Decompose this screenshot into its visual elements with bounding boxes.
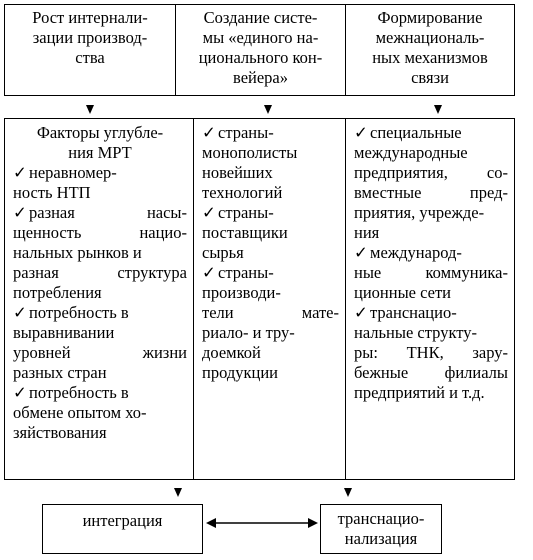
transnationalization-line-1: транснацио- bbox=[337, 509, 425, 528]
check-icon: ✓ bbox=[202, 263, 216, 282]
factor-item-cont: разная структура bbox=[13, 263, 187, 282]
right-item-cont: ры: ТНК, зару- bbox=[354, 343, 508, 362]
integration-box bbox=[42, 504, 203, 554]
middle-box bbox=[193, 118, 346, 480]
check-icon: ✓ bbox=[354, 123, 368, 142]
top-box-line: Формирование bbox=[377, 8, 483, 27]
middle-item-cont: технологий bbox=[202, 183, 283, 202]
transnationalization-box bbox=[320, 504, 442, 554]
middle-item: ✓ страны- bbox=[202, 263, 274, 282]
check-icon: ✓ bbox=[202, 123, 216, 142]
right-box bbox=[345, 118, 515, 480]
middle-item-cont: поставщики bbox=[202, 223, 288, 242]
factor-item-cont: разных стран bbox=[13, 363, 107, 382]
factors-title-1: Факторы углубле- bbox=[36, 123, 164, 142]
top-box-national-conveyor bbox=[175, 4, 346, 96]
check-icon: ✓ bbox=[354, 243, 368, 262]
check-icon: ✓ bbox=[13, 303, 27, 322]
factor-item-cont: нальных рынков и bbox=[13, 243, 142, 262]
factor-item-cont: потребления bbox=[13, 283, 102, 302]
arrow-down-icon bbox=[174, 488, 182, 497]
top-box-international-mechanisms bbox=[345, 4, 515, 96]
middle-item-cont: сырья bbox=[202, 243, 244, 262]
middle-item-cont: риало- и тру- bbox=[202, 323, 295, 342]
right-item: ✓ международ- bbox=[354, 243, 462, 262]
factor-item: ✓ разная насы- bbox=[13, 203, 187, 222]
factor-item-cont: обмене опытом хо- bbox=[13, 403, 147, 422]
factor-item: ✓ потребность в bbox=[13, 303, 129, 322]
arrow-down-icon bbox=[86, 105, 94, 114]
right-item: ✓ транснацио- bbox=[354, 303, 457, 322]
middle-item-cont: доемкой bbox=[202, 343, 261, 362]
top-box-line: межнациональ- bbox=[375, 28, 485, 47]
arrow-down-icon bbox=[434, 105, 442, 114]
top-box-line: мы «единого на- bbox=[202, 28, 319, 47]
top-box-internalization bbox=[4, 4, 176, 96]
top-box-line: Создание систе- bbox=[203, 8, 318, 27]
top-box-line: вейера» bbox=[233, 68, 288, 87]
factors-title-2: ния МРТ bbox=[68, 143, 132, 162]
middle-item-cont: производи- bbox=[202, 283, 281, 302]
factor-item: ✓ потребность в bbox=[13, 383, 129, 402]
right-item-cont: ные коммуника- bbox=[354, 263, 508, 282]
factor-item-cont: уровней жизни bbox=[13, 343, 187, 362]
check-icon: ✓ bbox=[202, 203, 216, 222]
right-item: ✓ специальные bbox=[354, 123, 462, 142]
arrow-right-icon bbox=[308, 518, 318, 528]
middle-item-cont: продукции bbox=[202, 363, 279, 382]
middle-item: ✓ страны- bbox=[202, 123, 274, 142]
transnationalization-line-2: нализация bbox=[344, 529, 418, 548]
top-box-line: ства bbox=[75, 48, 105, 67]
right-item-cont: предприятия, со- bbox=[354, 163, 508, 182]
right-item-cont: предприятий и т.д. bbox=[354, 383, 485, 402]
right-item-cont: ционные сети bbox=[354, 283, 451, 302]
top-box-line: связи bbox=[411, 68, 449, 87]
arrow-down-icon bbox=[264, 105, 272, 114]
top-box-line: ных механизмов bbox=[372, 48, 488, 67]
right-item-cont: международные bbox=[354, 143, 468, 162]
middle-item-cont: новейших bbox=[202, 163, 273, 182]
integration-label: интеграция bbox=[82, 511, 163, 530]
right-item-cont: бежные филиалы bbox=[354, 363, 508, 382]
top-box-line: зации производ- bbox=[32, 28, 148, 47]
right-item-cont: нальные структу- bbox=[354, 323, 477, 342]
factors-box bbox=[4, 118, 194, 480]
check-icon: ✓ bbox=[13, 163, 27, 182]
factor-item-cont: выравнивании bbox=[13, 323, 115, 342]
right-item-cont: вместные пред- bbox=[354, 183, 508, 202]
arrow-left-icon bbox=[206, 518, 216, 528]
factor-item-cont: ность НТП bbox=[13, 183, 91, 202]
right-item-cont: приятия, учрежде- bbox=[354, 203, 485, 222]
factor-item-cont: щенность нацио- bbox=[13, 223, 187, 242]
factor-item-cont: зяйствования bbox=[13, 423, 107, 442]
factor-item: ✓ неравномер- bbox=[13, 163, 117, 182]
check-icon: ✓ bbox=[13, 383, 27, 402]
middle-item-cont: монополисты bbox=[202, 143, 298, 162]
right-item-cont: ния bbox=[354, 223, 380, 242]
check-icon: ✓ bbox=[354, 303, 368, 322]
middle-item-cont: тели мате- bbox=[202, 303, 339, 322]
check-icon: ✓ bbox=[13, 203, 27, 222]
middle-item: ✓ страны- bbox=[202, 203, 274, 222]
top-box-line: Рост интернали- bbox=[32, 8, 148, 27]
arrow-down-icon bbox=[344, 488, 352, 497]
top-box-line: ционального кон- bbox=[198, 48, 323, 67]
